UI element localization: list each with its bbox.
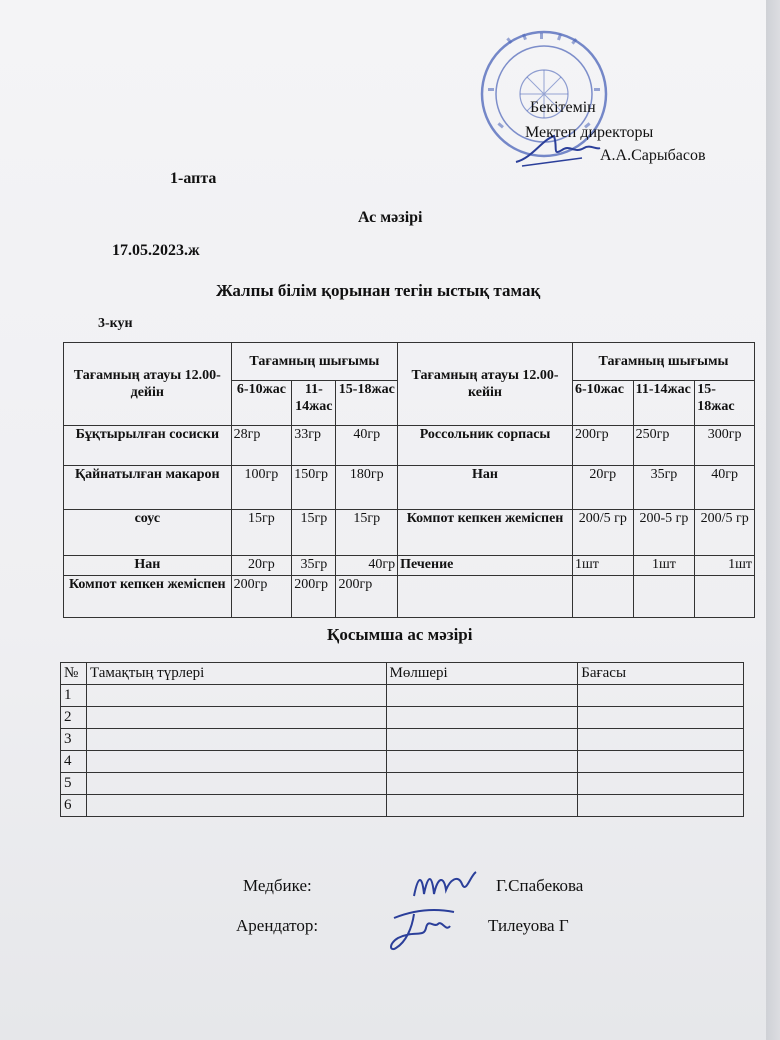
approval-line-1: Бекітемін	[530, 99, 596, 116]
row-number: 5	[61, 773, 87, 795]
tenant-signature	[384, 898, 464, 960]
dish-name: соус	[64, 510, 232, 556]
table-row	[64, 576, 755, 618]
dish-name: Компот кепкен жеміспен	[398, 510, 573, 556]
week-label: 1-апта	[170, 170, 217, 187]
portion: 40гр	[336, 426, 398, 466]
portion: 100гр	[231, 466, 292, 510]
nurse-label: Медбике:	[243, 876, 312, 895]
portion: 40гр	[695, 466, 755, 510]
portion: 28гр	[231, 426, 292, 466]
portion: 180гр	[336, 466, 398, 510]
header-age-11-14: 11-14жас	[292, 381, 336, 426]
portion: 200гр	[231, 576, 292, 618]
dish-name: Қайнатылған макарон	[64, 466, 232, 510]
row-number: 1	[61, 685, 87, 707]
portion: 1шт	[695, 556, 755, 576]
header-age-15-18: 15-18жас	[336, 381, 398, 426]
dish-name: Бұқтырылған сосиски	[64, 426, 232, 466]
row-number: 2	[61, 707, 87, 729]
portion: 40гр	[336, 556, 398, 576]
menu-table	[63, 342, 755, 618]
header-output-after: Тағамның шығымы	[572, 343, 754, 381]
portion: 300гр	[695, 426, 755, 466]
table-row	[61, 707, 744, 729]
approval-director-name: А.А.Сарыбасов	[600, 147, 706, 164]
row-number: 3	[61, 729, 87, 751]
portion: 20гр	[231, 556, 292, 576]
portion: 200гр	[336, 576, 398, 618]
portion: 33гр	[292, 426, 336, 466]
portion: 35гр	[292, 556, 336, 576]
table-header-row	[61, 663, 744, 685]
row-number: 6	[61, 795, 87, 817]
portion	[695, 576, 755, 618]
header-age-15-18: 15-18жас	[695, 381, 755, 426]
header-name-after-noon: Тағамның атауы 12.00-кейін	[398, 343, 573, 426]
portion: 200-5 гр	[633, 510, 695, 556]
column-number: №	[61, 663, 87, 685]
table-row	[61, 795, 744, 817]
table-row	[61, 729, 744, 751]
table-row	[64, 556, 755, 576]
header-age-11-14: 11-14жас	[633, 381, 695, 426]
table-row	[61, 685, 744, 707]
portion	[572, 576, 633, 618]
nurse-name: Г.Спабекова	[496, 876, 584, 895]
header-age-6-10: 6-10жас	[572, 381, 633, 426]
portion: 150гр	[292, 466, 336, 510]
header-name-before-noon: Тағамның атауы 12.00-дейін	[64, 343, 232, 426]
day-label: 3-кун	[98, 316, 133, 331]
header-output-before: Тағамның шығымы	[231, 343, 398, 381]
portion: 200/5 гр	[572, 510, 633, 556]
column-food-type: Тамақтың түрлері	[86, 663, 386, 685]
table-row	[61, 773, 744, 795]
approval-line-2: Мектеп директоры	[525, 124, 654, 141]
tenant-label: Арендатор:	[236, 916, 319, 935]
table-row	[64, 466, 755, 510]
dish-name: Россольник сорпасы	[398, 426, 573, 466]
portion: 200/5 гр	[695, 510, 755, 556]
portion: 200гр	[292, 576, 336, 618]
page-title: Ас мәзірі	[358, 209, 423, 226]
portion: 15гр	[292, 510, 336, 556]
column-price: Бағасы	[578, 663, 744, 685]
portion: 1шт	[633, 556, 695, 576]
row-number: 4	[61, 751, 87, 773]
header-age-6-10: 6-10жас	[231, 381, 292, 426]
extra-menu-title: Қосымша ас мәзірі	[327, 625, 473, 644]
dish-name: Нан	[64, 556, 232, 576]
portion: 35гр	[633, 466, 695, 510]
table-row	[64, 426, 755, 466]
portion: 15гр	[336, 510, 398, 556]
portion	[633, 576, 695, 618]
page-subtitle: Жалпы білім қорынан тегін ыстық тамақ	[216, 281, 541, 300]
page-edge	[766, 0, 780, 1040]
dish-name: Компот кепкен жеміспен	[64, 576, 232, 618]
menu-date: 17.05.2023.ж	[112, 242, 200, 259]
dish-name	[398, 576, 573, 618]
portion: 200гр	[572, 426, 633, 466]
portion: 250гр	[633, 426, 695, 466]
portion: 15гр	[231, 510, 292, 556]
dish-name: Нан	[398, 466, 573, 510]
portion: 20гр	[572, 466, 633, 510]
tenant-name: Тилеуова Г	[488, 916, 569, 935]
portion: 1шт	[572, 556, 633, 576]
extra-menu-table	[60, 662, 744, 817]
dish-name: Печение	[398, 556, 573, 576]
table-row	[64, 510, 755, 556]
table-row	[61, 751, 744, 773]
column-amount: Мөлшері	[386, 663, 578, 685]
